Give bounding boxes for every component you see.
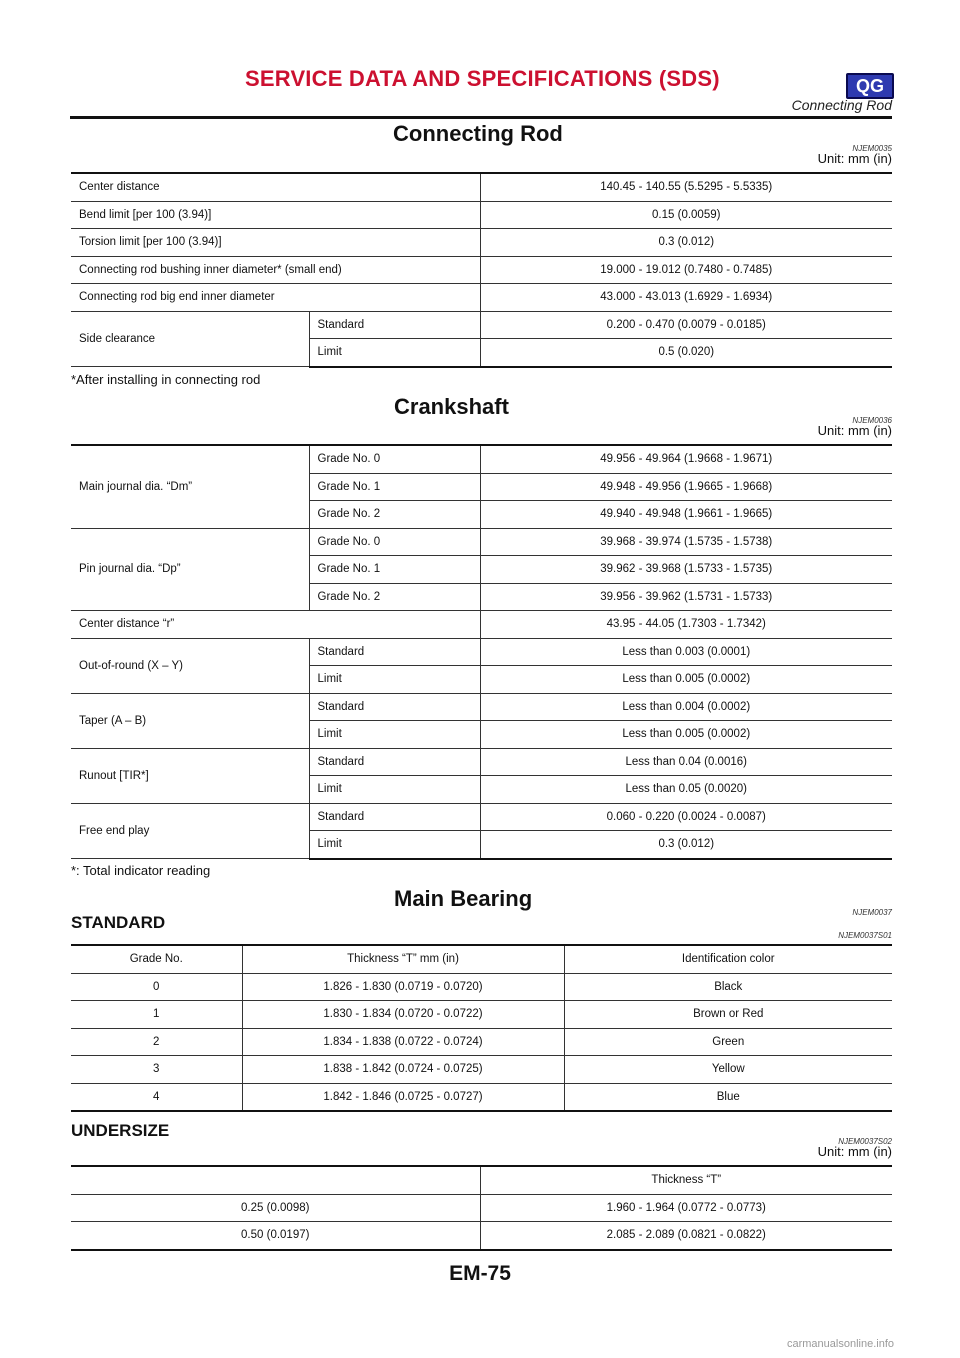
column-header: Thickness “T” bbox=[480, 1166, 892, 1194]
grade-cell: 0 bbox=[71, 973, 242, 1001]
grade-cell: 3 bbox=[71, 1056, 242, 1084]
table-row bbox=[71, 229, 892, 257]
row-value: Less than 0.003 (0.0001) bbox=[480, 638, 892, 666]
row-value: 0.3 (0.012) bbox=[480, 229, 892, 257]
crankshaft-table bbox=[71, 444, 892, 860]
row-value: 49.940 - 49.948 (1.9661 - 1.9665) bbox=[480, 501, 892, 529]
row-value: 0.15 (0.0059) bbox=[480, 201, 892, 229]
row-value: 0.200 - 0.470 (0.0079 - 0.0185) bbox=[480, 311, 892, 339]
row-label: Taper (A – B) bbox=[71, 693, 309, 748]
table-row bbox=[71, 528, 892, 556]
color-cell: Blue bbox=[564, 1083, 892, 1111]
row-value: 49.948 - 49.956 (1.9665 - 1.9668) bbox=[480, 473, 892, 501]
sub-label: Grade No. 1 bbox=[309, 473, 480, 501]
sub-label: Limit bbox=[309, 339, 480, 367]
table-row bbox=[71, 638, 892, 666]
standard-title: STANDARD bbox=[71, 913, 166, 932]
thickness-cell: 1.830 - 1.834 (0.0720 - 0.0722) bbox=[242, 1001, 564, 1029]
column-header-empty bbox=[71, 1166, 480, 1194]
column-header: Identification color bbox=[564, 945, 892, 973]
color-cell: Brown or Red bbox=[564, 1001, 892, 1029]
sub-label: Grade No. 2 bbox=[309, 501, 480, 529]
row-value: 0.5 (0.020) bbox=[480, 339, 892, 367]
sub-label: Limit bbox=[309, 776, 480, 804]
sub-label: Grade No. 1 bbox=[309, 556, 480, 584]
column-header: Thickness “T” mm (in) bbox=[242, 945, 564, 973]
standard-code: NJEM0037S01 bbox=[838, 931, 892, 940]
table-row bbox=[71, 803, 892, 831]
connecting-rod-unit: Unit: mm (in) bbox=[817, 151, 892, 166]
row-value: Less than 0.04 (0.0016) bbox=[480, 748, 892, 776]
table-row bbox=[71, 1001, 892, 1029]
table-row bbox=[71, 693, 892, 721]
row-value: 19.000 - 19.012 (0.7480 - 0.7485) bbox=[480, 256, 892, 284]
row-label: Pin journal dia. “Dp” bbox=[71, 528, 309, 611]
undersize-cell: 0.50 (0.0197) bbox=[71, 1222, 480, 1250]
table-row bbox=[71, 748, 892, 776]
sub-label: Standard bbox=[309, 638, 480, 666]
crankshaft-title: Crankshaft bbox=[394, 394, 509, 419]
header-rule bbox=[70, 116, 892, 119]
table-row bbox=[71, 611, 892, 639]
row-label: Runout [TIR*] bbox=[71, 748, 309, 803]
row-label: Out-of-round (X – Y) bbox=[71, 638, 309, 693]
page-number: EM-75 bbox=[449, 1262, 511, 1285]
standard-bearing-table bbox=[71, 944, 892, 1112]
row-value: 43.95 - 44.05 (1.7303 - 1.7342) bbox=[480, 611, 892, 639]
table-row bbox=[71, 1194, 892, 1222]
undersize-title: UNDERSIZE bbox=[71, 1121, 170, 1140]
row-value: 0.060 - 0.220 (0.0024 - 0.0087) bbox=[480, 803, 892, 831]
row-value: Less than 0.004 (0.0002) bbox=[480, 693, 892, 721]
table-row bbox=[71, 173, 892, 201]
row-value: Less than 0.05 (0.0020) bbox=[480, 776, 892, 804]
thickness-cell: 1.838 - 1.842 (0.0724 - 0.0725) bbox=[242, 1056, 564, 1084]
sub-label: Standard bbox=[309, 693, 480, 721]
main-bearing-title: Main Bearing bbox=[394, 886, 533, 911]
thickness-cell: 1.826 - 1.830 (0.0719 - 0.0720) bbox=[242, 973, 564, 1001]
header-title: SERVICE DATA AND SPECIFICATIONS (SDS) bbox=[245, 66, 720, 91]
color-cell: Green bbox=[564, 1028, 892, 1056]
row-value: 140.45 - 140.55 (5.5295 - 5.5335) bbox=[480, 173, 892, 201]
thickness-cell: 1.842 - 1.846 (0.0725 - 0.0727) bbox=[242, 1083, 564, 1111]
table-row bbox=[71, 1028, 892, 1056]
row-label: Connecting rod big end inner diameter bbox=[71, 284, 480, 312]
connecting-rod-title: Connecting Rod bbox=[393, 121, 563, 146]
sub-label: Standard bbox=[309, 311, 480, 339]
connecting-rod-table bbox=[71, 172, 892, 368]
row-value: Less than 0.005 (0.0002) bbox=[480, 666, 892, 694]
table-header-row bbox=[71, 945, 892, 973]
crankshaft-code: NJEM0036 bbox=[852, 416, 892, 425]
row-label: Bend limit [per 100 (3.94)] bbox=[71, 201, 480, 229]
sub-label: Grade No. 2 bbox=[309, 583, 480, 611]
sub-label: Standard bbox=[309, 748, 480, 776]
row-label: Side clearance bbox=[71, 311, 309, 367]
undersize-code: NJEM0037S02 bbox=[838, 1137, 892, 1146]
row-value: 39.956 - 39.962 (1.5731 - 1.5733) bbox=[480, 583, 892, 611]
row-label: Center distance “r” bbox=[71, 611, 480, 639]
table-row bbox=[71, 973, 892, 1001]
sub-label: Grade No. 0 bbox=[309, 445, 480, 473]
watermark: carmanualsonline.info bbox=[786, 1338, 894, 1350]
table-row bbox=[71, 1083, 892, 1111]
table-row bbox=[71, 201, 892, 229]
table-header-row bbox=[71, 1166, 892, 1194]
header-subtitle: Connecting Rod bbox=[791, 97, 892, 113]
row-label: Center distance bbox=[71, 173, 480, 201]
sub-label: Limit bbox=[309, 666, 480, 694]
undersize-bearing-table bbox=[71, 1165, 892, 1251]
grade-cell: 1 bbox=[71, 1001, 242, 1029]
table-row bbox=[71, 311, 892, 339]
sub-label: Limit bbox=[309, 831, 480, 859]
thickness-cell: 1.960 - 1.964 (0.0772 - 0.0773) bbox=[480, 1194, 892, 1222]
main-bearing-code: NJEM0037 bbox=[852, 908, 892, 917]
sub-label: Standard bbox=[309, 803, 480, 831]
undersize-cell: 0.25 (0.0098) bbox=[71, 1194, 480, 1222]
row-value: 39.968 - 39.974 (1.5735 - 1.5738) bbox=[480, 528, 892, 556]
thickness-cell: 2.085 - 2.089 (0.0821 - 0.0822) bbox=[480, 1222, 892, 1250]
row-value: 49.956 - 49.964 (1.9668 - 1.9671) bbox=[480, 445, 892, 473]
table-row bbox=[71, 256, 892, 284]
table-row bbox=[71, 1222, 892, 1250]
color-cell: Yellow bbox=[564, 1056, 892, 1084]
table-row bbox=[71, 284, 892, 312]
thickness-cell: 1.834 - 1.838 (0.0722 - 0.0724) bbox=[242, 1028, 564, 1056]
column-header: Grade No. bbox=[71, 945, 242, 973]
sub-label: Grade No. 0 bbox=[309, 528, 480, 556]
row-value: 0.3 (0.012) bbox=[480, 831, 892, 859]
crankshaft-note: *: Total indicator reading bbox=[71, 863, 211, 878]
color-cell: Black bbox=[564, 973, 892, 1001]
grade-cell: 2 bbox=[71, 1028, 242, 1056]
row-label: Torsion limit [per 100 (3.94)] bbox=[71, 229, 480, 257]
row-value: 43.000 - 43.013 (1.6929 - 1.6934) bbox=[480, 284, 892, 312]
connecting-rod-code: NJEM0035 bbox=[852, 144, 892, 153]
grade-cell: 4 bbox=[71, 1083, 242, 1111]
sub-label: Limit bbox=[309, 721, 480, 749]
table-row bbox=[71, 445, 892, 473]
row-label: Main journal dia. “Dm” bbox=[71, 445, 309, 528]
table-row bbox=[71, 1056, 892, 1084]
row-value: 39.962 - 39.968 (1.5733 - 1.5735) bbox=[480, 556, 892, 584]
row-value: Less than 0.005 (0.0002) bbox=[480, 721, 892, 749]
crankshaft-unit: Unit: mm (in) bbox=[817, 423, 892, 438]
undersize-unit: Unit: mm (in) bbox=[817, 1144, 892, 1159]
engine-badge: QG bbox=[846, 73, 894, 99]
row-label: Connecting rod bushing inner diameter* (small end) bbox=[71, 256, 480, 284]
row-label: Free end play bbox=[71, 803, 309, 859]
connecting-rod-note: *After installing in connecting rod bbox=[71, 372, 261, 387]
